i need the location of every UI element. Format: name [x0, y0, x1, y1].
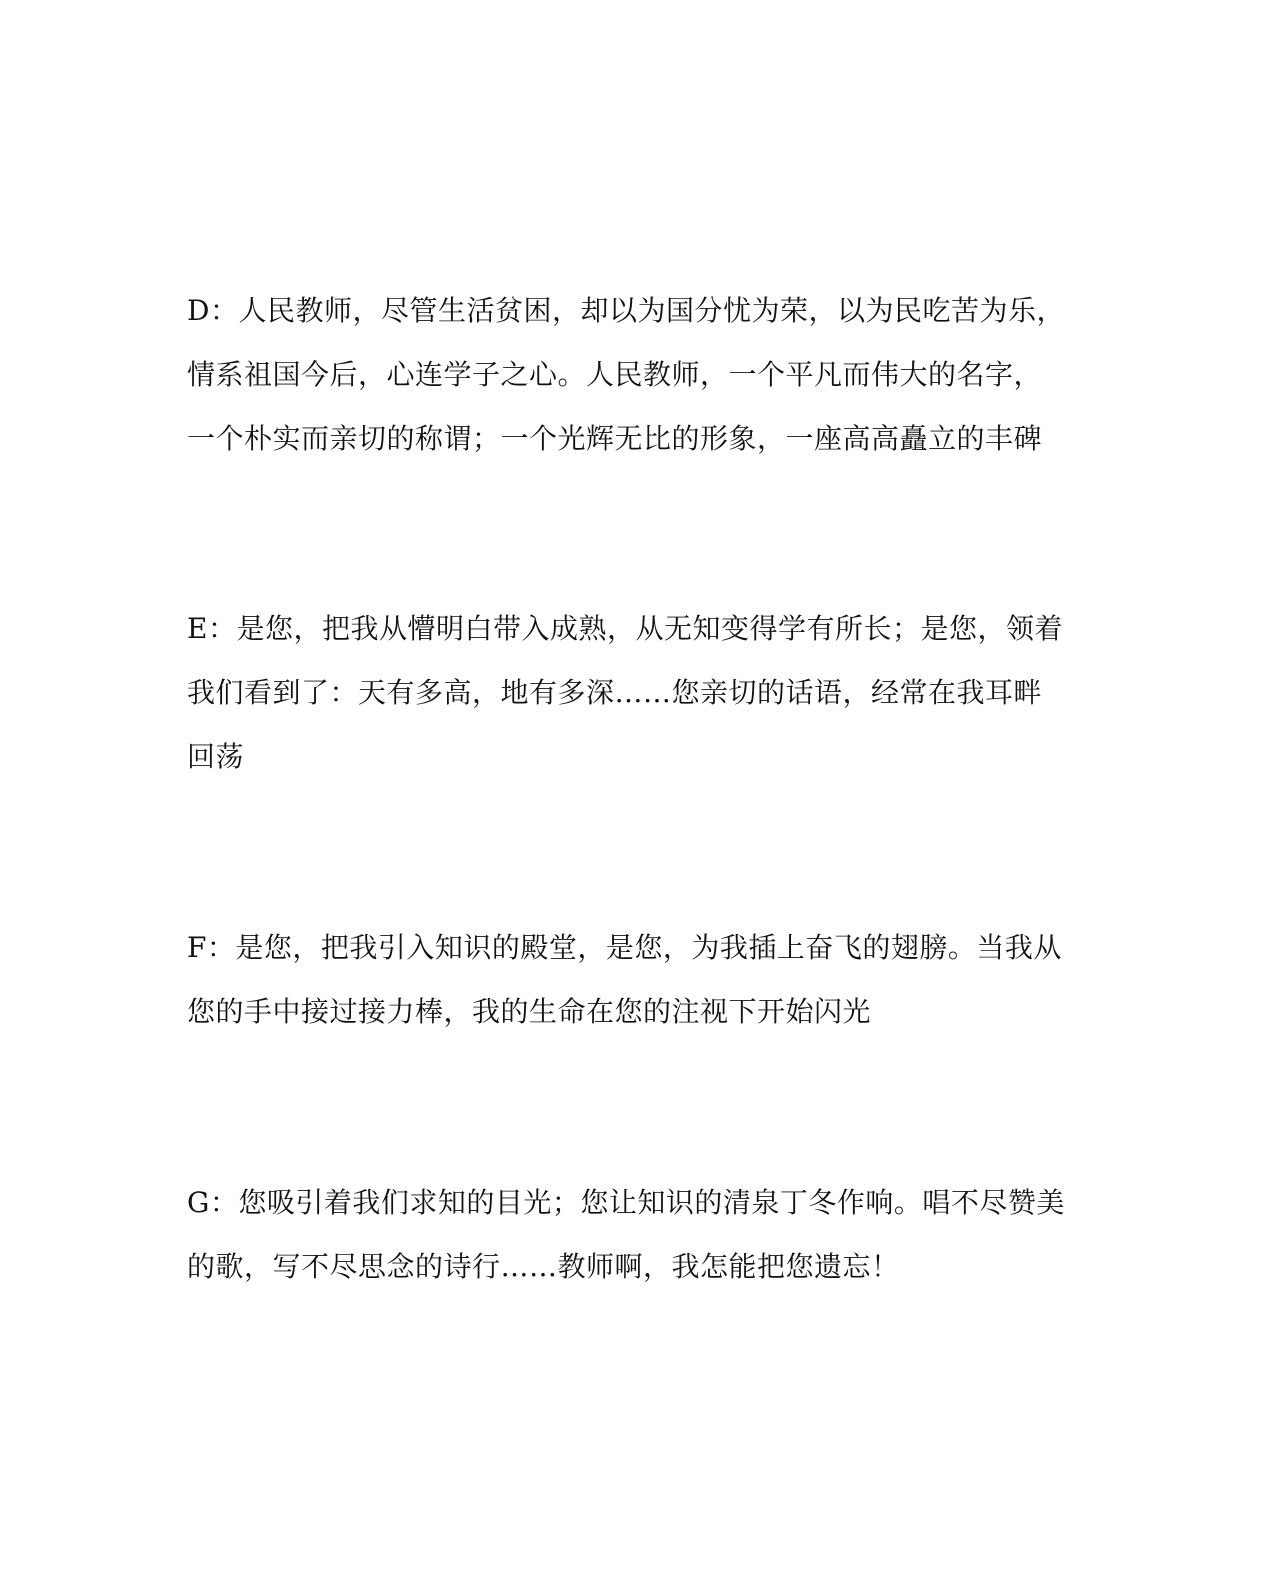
paragraph-f: [187, 932, 1087, 1028]
text-line: 回荡: [187, 740, 245, 773]
text-line: D：人民教师，尽管生活贫困，却以为国分忧为荣，以为民吃苦为乐，: [187, 294, 1065, 327]
text-line: 一个朴实而亲切的称谓；一个光辉无比的形象，一座高高矗立的丰碑: [187, 422, 1043, 455]
paragraph-g: [187, 1187, 1087, 1283]
paragraph-d: [187, 295, 1087, 455]
text-line: E：是您，把我从懵明白带入成熟，从无知变得学有所长；是您，领着: [187, 612, 1063, 645]
paragraph-e: [187, 613, 1087, 773]
text-line: 情系祖国今后，心连学子之心。人民教师，一个平凡而伟大的名字，: [187, 358, 1043, 391]
text-line: G：您吸引着我们求知的目光；您让知识的清泉丁冬作响。唱不尽赞美: [187, 1186, 1065, 1219]
text-line: F：是您，把我引入知识的殿堂，是您，为我插上奋飞的翅膀。当我从: [187, 931, 1062, 964]
text-line: 我们看到了：天有多高，地有多深……您亲切的话语，经常在我耳畔: [187, 676, 1043, 709]
text-line: 您的手中接过接力棒，我的生命在您的注视下开始闪光: [187, 995, 872, 1028]
text-line: 的歌，写不尽思念的诗行……教师啊，我怎能把您遗忘！: [187, 1250, 900, 1283]
